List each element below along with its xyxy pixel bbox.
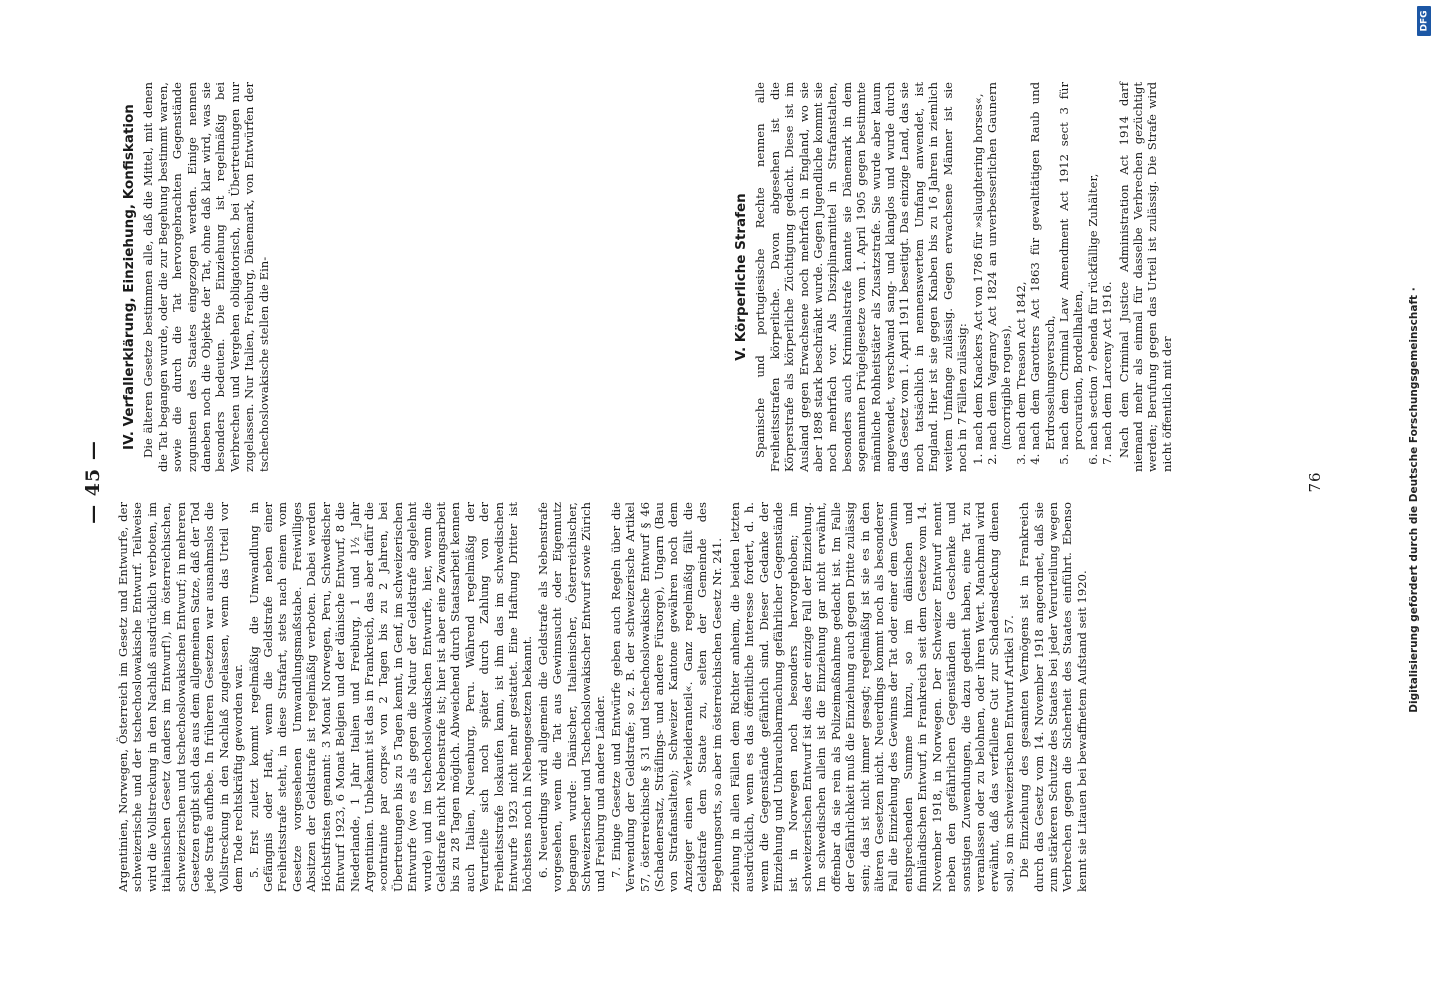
list-item: 2. nach dem Vagrancy Act 1824 an unverbesserlichen Gaunern (incorrigible rogues), bbox=[985, 82, 1014, 450]
page-76 bbox=[720, 72, 1324, 892]
section-heading: IV. Verfallerklärung, Einziehung, Konfiskation bbox=[121, 104, 137, 450]
list-item: 5. nach dem Criminal Law Amendment Act 1912 sect 3 für procuration, Bordellhalten, bbox=[1057, 82, 1086, 450]
column-left bbox=[116, 502, 724, 892]
page-number: — 45 — bbox=[82, 440, 104, 524]
list-item: 7. nach dem Larceny Act 1916. bbox=[1100, 82, 1114, 450]
paragraph: Argentinien, Norwegen, Österreich im Gesetz und Entwurfe, der schweizerische und der tschechoslowakische Entwurf. Teilweise wird die Vollstreckung in den Nachlaß ausdrücklich verboten, im italienischen Gesetz (anders im Entwurf!), im österreichischen, schweizerischen und tschechoslowakischen Entwurf; in mehreren Gesetzen ergibt sich das aus dem allgemeinen Satze, daß der Tod jede Strafe aufhebe. In früheren Gesetzen war ausnahmslos die Vollstreckung in den Nachlaß zugelassen, wenn das Urteil vor dem Tode rechtskräftig geworden war. bbox=[116, 502, 246, 892]
paragraph: ziehung in allen Fällen dem Richter anheim, die beiden letzten ausdrücklich, wenn es das öffentliche Interesse fordert, d. h. wenn die Gegenstände gefährlich sind. Dieser Gedanke der Einziehung und Unbrauchbarmachung gefährlicher Gegenstände ist in Norwegen noch besonders hervorgehoben; im schweizerischen Entwurf ist dies der einzige Fall der Einziehung. Im schwedischen allein ist die Einziehung gar nicht erwähnt, offenbar da sie rein als Polizeimaßnahme gedacht ist. Im Falle der Gefährlichkeit muß die Einziehung auch gegen Dritte zulässig sein; das ist nicht immer gesagt; regelmäßig ist sie es in den älteren Gesetzen nicht. Neuerdings kommt noch als besonderer Fall die Einziehung des Gewinns der Tat oder einer dem Gewinn entsprechenden Summe hinzu, so im dänischen und finnländischen Entwurf, in Frankreich seit dem Gesetze vom 14. November 1918, in Norwegen. Der Schweizer Entwurf nennt neben den gefährlichen Gegenständen die Geschenke und sonstigen Zuwendungen, die dazu gedient haben, eine Tat zu veranlassen oder zu belohnen, oder ihren Wert. Manchmal wird erwähnt, daß das verfallene Gut zur Schadensdeckung dienen soll, so im schweizerischen Entwurf Artikel 57. bbox=[728, 502, 1016, 892]
paragraph: Nach dem Criminal Justice Administration Act 1914 darf niemand mehr als einmal für dasselbe Verbrechen gezüchtigt werden; Berufung gegen das Urteil ist zulässig. Die Strafe wird nicht öffentlich mit der bbox=[1116, 82, 1174, 472]
paragraph: 5. Erst zuletzt kommt regelmäßig die Umwandlung in Gefängnis oder Haft, wenn die Geldstrafe neben einer Freiheitsstrafe steht, in diese Strafart, stets nach einem vom Gesetze vorgesehenen Umwandlungsmaßstabe. Freiwilliges Absitzen der Geldstrafe ist regelmäßig verboten. Dabei werden Höchstfristen genannt: 3 Monat Norwegen, Peru, Schwedischer Entwurf 1923, 6 Monat Belgien und der dänische Entwurf, 8 die Niederlande, 1 Jahr Italien und Freiburg, 1 und 1½ Jahr Argentinien. Unbekannt ist das in Frankreich, das aber dafür die »contrainte par corps« von 2 Tagen bis zu 2 Jahren, bei Übertretungen bis zu 5 Tagen kennt, in Genf, im schweizerischen Entwurfe (wo es als gegen die Natur der Geldstrafe abgelehnt wurde) und im tschechoslowakischen Entwurfe, hier, wenn die Geldstrafe nicht Nebenstrafe ist; hier ist aber eine Zwangsarbeit bis zu 28 Tagen möglich. Abweichend durch Staatsarbeit kennen auch Italien, Neuenburg, Peru. Während regelmäßig der Verurteilte sich noch später durch Zahlung von der Freiheitsstrafe loskaufen kann, ist ihm das im schwedischen Entwurfe 1923 nicht mehr gestattet. Eine Haftung Dritter ist höchstens noch in Nebengesetzen bekannt. bbox=[246, 502, 535, 892]
digitization-sidebar bbox=[1404, 0, 1434, 1000]
page-number: 76 bbox=[1306, 471, 1324, 493]
paragraph: 7. Einige Gesetze und Entwürfe geben auch Regeln über die Verwendung der Geldstrafe; so z. B. der schweizerische Artikel 57, österreichische § 31 und tschechoslowakische Entwurf § 46 (Schadenersatz, Sträflings- und andere Fürsorge), Ungarn (Bau von Strafanstalten); Schweizer Kantone gewähren noch dem Anzeiger einen »Verleideranteil«. Ganz regelmäßig fällt die Geldstrafe dem Staate zu, selten der Gemeinde des Begehungsorts, so aber im österreichischen Gesetz Nr. 241. bbox=[608, 502, 724, 892]
column-right bbox=[116, 82, 676, 472]
list-item: 1. nach dem Knackers Act von 1786 für »slaughtering horses«, bbox=[971, 82, 985, 450]
list-item: 6. nach section 7 ebenda für rückfällige Zuhälter, bbox=[1086, 82, 1100, 450]
column-right bbox=[728, 82, 1288, 472]
numbered-list bbox=[971, 82, 1115, 472]
paragraph: Die älteren Gesetze bestimmen alle, daß die Mittel, mit denen die Tat begangen wurde, oder die zur Begehung bestimmt waren, sowie die durch die Tat hervorgebrachten Gegenstände zugunsten des Staates eingezogen werden. Einige nennen daneben noch die Objekte der Tat, ohne daß klar wird, was sie besonders bedeuten. Die Einziehung ist regelmäßig bei Verbrechen und Vergehen obligatorisch, bei Übertretungen nur zugelassen. Nur Italien, Freiburg, Dänemark, von Entwürfen der tschechoslowakische stellen die Ein- bbox=[141, 82, 271, 472]
dfg-logo-text: DFG bbox=[1419, 10, 1430, 32]
paragraph: Die Einziehung des gesamten Vermögens ist in Frankreich durch das Gesetz vom 14. November 1918 angeordnet, daß sie zum stärkeren Schutze des Staates bei jeder Verurteilung wegen Verbrechen gegen die Sicherheit des Staates einführt. Ebenso kennt sie Litauen bei bewaffnetem Aufstand seit 1920. bbox=[1017, 502, 1089, 892]
list-item: 3. nach dem Treason Act 1842, bbox=[1014, 82, 1028, 450]
page-45 bbox=[82, 72, 724, 892]
digitization-note: Digitalisierung gefördert durch die Deutsche Forschungsgemeinschaft · bbox=[1408, 287, 1420, 713]
dfg-logo bbox=[1417, 6, 1431, 36]
paragraph: Spanische und portugiesische Rechte nennen alle Freiheitsstrafen körperliche. Davon abgesehen ist die Körperstrafe als körperliche Züchtigung gedacht. Diese ist im Ausland gegen Erwachsene noch mehrfach in England, wo sie aber 1898 stark beschränkt wurde. Gegen Jugendliche kommt sie noch mehrfach vor. Als Disziplinarmittel in Strafanstalten, besonders auch Kriminalstrafe kannte sie Dänemark in dem sogenannten Prügelgesetze vom 1. April 1905 gegen bestimmte männliche Rohheitstäter als Zusatzstrafe. Sie wurde aber kaum angewendet, verschwand sang- und klanglos und wurde durch das Gesetz vom 1. April 1911 beseitigt. Das einzige Land, das sie noch tatsächlich in nennenswertem Umfang anwendet, ist England. Hier ist sie gegen Knaben bis zu 16 Jahren in ziemlich weitem Umfange zulässig. Gegen erwachsene Männer ist sie noch in 7 Fällen zulässig: bbox=[753, 82, 970, 472]
section-heading: V. Körperliche Strafen bbox=[733, 193, 749, 361]
paragraph: 6. Neuerdings wird allgemein die Geldstrafe als Nebenstrafe vorgesehen, wenn die Tat aus Gewinnsucht oder Eigennutz begangen wurde: Dänischer, Italienischer, Österreichischer, Schweizerischer und Tschechoslowakischer Entwurf sowie Zürich und Freiburg und andere Länder. bbox=[535, 502, 608, 892]
column-left bbox=[728, 502, 1288, 892]
list-item: 4. nach dem Garotters Act 1863 für gewalttätigen Raub und Erdrosselungsversuch, bbox=[1028, 82, 1057, 450]
